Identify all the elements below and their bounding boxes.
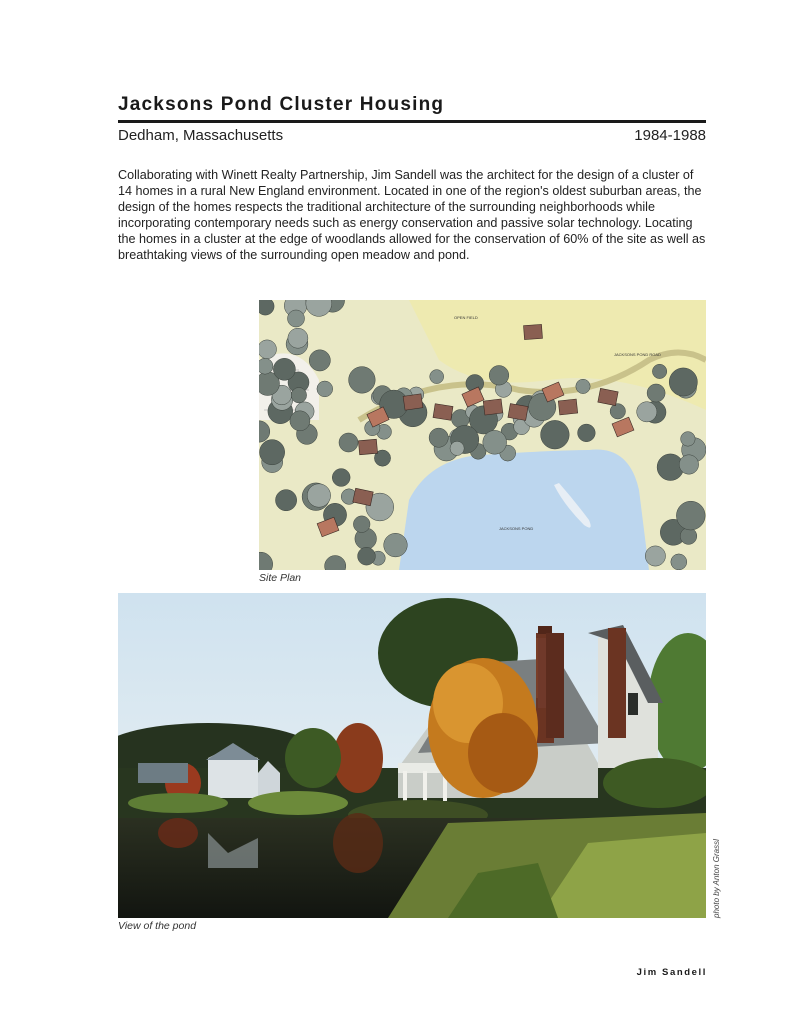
- tree-canopy: [260, 440, 285, 465]
- tree-canopy: [680, 528, 697, 545]
- tree-canopy: [307, 484, 330, 507]
- pond-photo: [118, 593, 706, 918]
- tree-canopy: [669, 368, 697, 396]
- house-footprint: [524, 324, 543, 339]
- tree-canopy: [637, 402, 657, 422]
- chimney-left: [546, 633, 564, 738]
- tree-canopy: [671, 554, 687, 570]
- project-location: Dedham, Massachusetts: [118, 127, 284, 144]
- tree-canopy: [679, 455, 698, 474]
- open-field-label: OPEN FIELD: [454, 315, 478, 320]
- tree-canopy: [610, 404, 625, 419]
- site-plan-drawing: [259, 300, 706, 570]
- tree-canopy: [317, 381, 333, 397]
- project-description: Collaborating with Winett Realty Partnership, Jim Sandell was the architect for the design of a cluster of 14 homes in a rural New England environment. Located in one of the region's oldest suburban areas, the design of the homes respects the traditional architecture of the surrounding neighborhoods while incorporating contemporary needs such as energy conservation and passive solar technology. Locating the homes in a cluster at the edge of woodlands allowed for the conservation of 60% of the site as well as breathtaking views of the surrounding open meadow and pond.: [118, 168, 706, 262]
- tree-canopy: [681, 432, 696, 447]
- tree-canopy: [430, 370, 444, 384]
- tree-canopy: [429, 428, 448, 447]
- tree-canopy: [309, 350, 330, 371]
- tree-canopy: [541, 420, 570, 449]
- pond-photo-drawing: [118, 593, 706, 918]
- tree-canopy: [259, 340, 277, 359]
- page-title: Jacksons Pond Cluster Housing: [118, 94, 445, 115]
- tree-canopy: [288, 328, 308, 348]
- tree-canopy: [645, 546, 665, 566]
- tree-canopy: [576, 379, 590, 393]
- photo-credit: photo by Anton Grassl: [712, 839, 721, 918]
- house-footprint: [403, 394, 423, 410]
- tree-canopy: [358, 547, 376, 565]
- tree-canopy: [339, 433, 358, 452]
- tree-canopy: [288, 310, 305, 327]
- pond-label: JACKSONS POND: [499, 526, 534, 531]
- footer-author-name: Jim Sandell: [636, 967, 707, 978]
- tree-canopy: [273, 358, 295, 380]
- house-footprint: [598, 388, 618, 405]
- house-footprint: [433, 404, 453, 421]
- tree-canopy: [353, 516, 370, 533]
- tree-canopy: [290, 411, 310, 431]
- tree-canopy: [349, 367, 376, 394]
- tree-canopy: [450, 441, 464, 455]
- title-divider: [118, 120, 706, 123]
- site-plan-image: [259, 300, 706, 570]
- tree-canopy: [578, 424, 596, 442]
- pond-photo-caption: View of the pond: [118, 920, 197, 932]
- tree-canopy: [489, 366, 509, 386]
- tree-canopy: [276, 490, 297, 511]
- road-label: JACKSONS POND ROAD: [614, 352, 661, 357]
- house-footprint: [358, 439, 377, 455]
- tree-canopy: [332, 469, 350, 487]
- tree-canopy: [259, 358, 273, 374]
- house-footprint: [508, 404, 528, 421]
- tree-canopy: [291, 388, 306, 403]
- tree-canopy: [676, 501, 705, 530]
- house-footprint: [483, 399, 503, 415]
- tree-canopy: [483, 430, 507, 454]
- house-footprint: [558, 399, 577, 415]
- tree-canopy: [652, 364, 666, 378]
- tree-canopy: [384, 533, 408, 557]
- tree-canopy: [647, 384, 665, 402]
- site-plan-caption: Site Plan: [259, 572, 302, 584]
- project-years: 1984-1988: [634, 127, 706, 144]
